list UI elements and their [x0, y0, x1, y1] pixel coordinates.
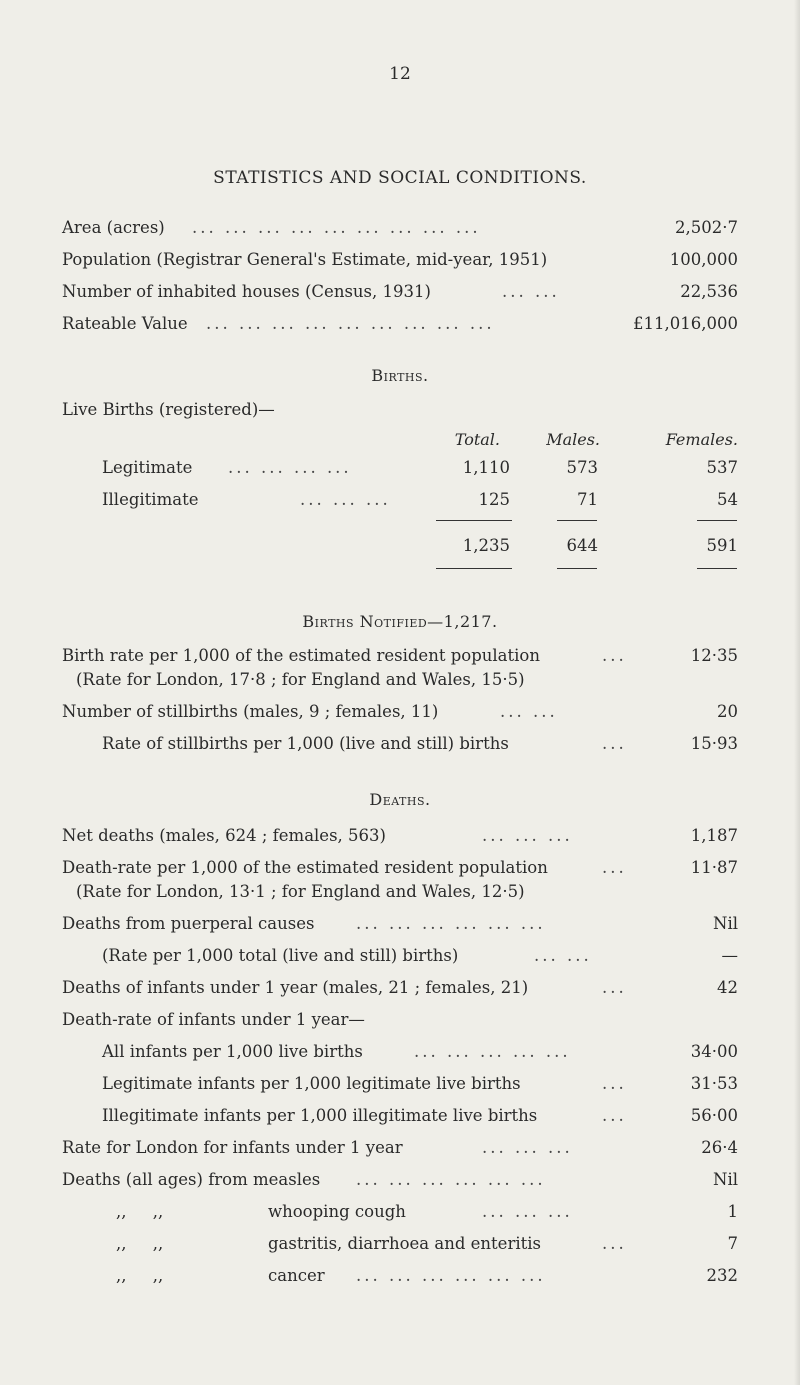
- death-value: 11·87: [690, 858, 738, 877]
- page-title: STATISTICS AND SOCIAL CONDITIONS.: [213, 168, 587, 188]
- births-heading: Births.: [371, 366, 429, 385]
- death-label: (Rate for London, 13·1 ; for England and Wales, 12·5): [76, 882, 525, 901]
- death-row: [0, 1074, 800, 1098]
- births-row-label: Legitimate: [102, 458, 193, 477]
- death-value: 42: [717, 978, 738, 997]
- ditto-marks: ,, ,,: [116, 1234, 164, 1253]
- death-value: 31·53: [690, 1074, 738, 1093]
- stat-label: Number of inhabited houses (Census, 1931): [62, 282, 431, 301]
- leader-dots: ... ...: [500, 702, 558, 721]
- stat-value: 15·93: [690, 734, 738, 753]
- death-label: Death-rate of infants under 1 year—: [62, 1010, 365, 1029]
- death-value: 1: [727, 1202, 738, 1221]
- death-row: [0, 1266, 800, 1290]
- death-row: [0, 978, 800, 1002]
- death-row: [0, 1202, 800, 1226]
- ditto-marks: ,, ,,: [116, 1202, 164, 1221]
- death-row: [0, 1138, 800, 1162]
- sum-rule: [436, 520, 512, 521]
- leader-dots: ... ... ... ... ...: [414, 1042, 571, 1061]
- death-row: [0, 882, 800, 906]
- stat-label: Rate of stillbirths per 1,000 (live and still) births: [102, 734, 509, 753]
- death-row: [0, 1042, 800, 1066]
- death-label: Legitimate infants per 1,000 legitimate live births: [102, 1074, 521, 1093]
- death-row: [0, 1170, 800, 1194]
- leader-dots: ... ... ...: [300, 490, 391, 509]
- death-row: [0, 858, 800, 882]
- leader-dots: ...: [602, 978, 627, 997]
- stat-value: 22,536: [680, 282, 738, 301]
- birth-stat-row: [0, 702, 800, 726]
- stat-row-rateable: [0, 314, 800, 338]
- stat-row-area: [0, 218, 800, 242]
- births-total-males: 644: [566, 536, 598, 555]
- leader-dots: ... ... ... ... ... ... ... ... ...: [206, 314, 495, 333]
- death-value: 34·00: [690, 1042, 738, 1061]
- death-label: All infants per 1,000 live births: [102, 1042, 363, 1061]
- births-total: 1,110: [462, 458, 510, 477]
- births-total-females: 591: [706, 536, 738, 555]
- births-males: 71: [577, 490, 598, 509]
- death-value: 26·4: [701, 1138, 738, 1157]
- leader-dots: ... ... ... ... ... ...: [356, 1266, 546, 1285]
- death-value: 232: [706, 1266, 738, 1285]
- stat-value: 12·35: [690, 646, 738, 665]
- leader-dots: ...: [602, 1106, 627, 1125]
- column-header-males: Males.: [546, 430, 600, 449]
- stat-label: Number of stillbirths (males, 9 ; females, 11): [62, 702, 439, 721]
- death-value: 56·00: [690, 1106, 738, 1125]
- death-label: (Rate per 1,000 total (live and still) births): [102, 946, 459, 965]
- death-row: [0, 946, 800, 970]
- births-males: 573: [566, 458, 598, 477]
- stat-label: Birth rate per 1,000 of the estimated resident population: [62, 646, 540, 665]
- death-label: Deaths (all ages) from measles: [62, 1170, 321, 1189]
- leader-dots: ...: [602, 1074, 627, 1093]
- column-header-females: Females.: [665, 430, 738, 449]
- total-rule: [697, 568, 737, 569]
- total-rule: [436, 568, 512, 569]
- death-label: Deaths from puerperal causes: [62, 914, 315, 933]
- leader-dots: ...: [602, 858, 627, 877]
- stat-value: £11,016,000: [633, 314, 738, 333]
- leader-dots: ... ... ...: [482, 1202, 573, 1221]
- leader-dots: ... ... ...: [482, 1138, 573, 1157]
- deaths-heading: Deaths.: [369, 790, 431, 809]
- death-label: whooping cough: [268, 1202, 406, 1221]
- births-grand-total: 1,235: [462, 536, 510, 555]
- birth-stat-row: [0, 646, 800, 670]
- stat-label: Population (Registrar General's Estimate, mid-year, 1951): [62, 250, 548, 269]
- stat-row-population: [0, 250, 800, 274]
- leader-dots: ... ... ... ... ... ...: [356, 914, 546, 933]
- leader-dots: ...: [602, 734, 627, 753]
- stat-value: 2,502·7: [675, 218, 738, 237]
- leader-dots: ...: [602, 646, 627, 665]
- leader-dots: ... ... ... ...: [228, 458, 352, 477]
- death-value: 7: [727, 1234, 738, 1253]
- births-females: 537: [706, 458, 738, 477]
- leader-dots: ... ... ... ... ... ...: [356, 1170, 546, 1189]
- death-label: gastritis, diarrhoea and enteritis: [268, 1234, 541, 1253]
- leader-dots: ... ...: [534, 946, 592, 965]
- death-label: Deaths of infants under 1 year (males, 21 ; females, 21): [62, 978, 529, 997]
- stat-label: (Rate for London, 17·8 ; for England and Wales, 15·5): [76, 670, 525, 689]
- death-row: [0, 1106, 800, 1130]
- stat-value: 100,000: [669, 250, 738, 269]
- birth-stat-row: [0, 734, 800, 758]
- births-row-label: Illegitimate: [102, 490, 199, 509]
- births-intro: Live Births (registered)—: [62, 400, 275, 419]
- total-rule: [557, 568, 597, 569]
- death-row: [0, 1010, 800, 1034]
- leader-dots: ... ...: [502, 282, 560, 301]
- page-number: 12: [389, 64, 411, 84]
- births-row-total: [0, 536, 800, 560]
- death-value: 1,187: [690, 826, 738, 845]
- birth-stat-row: [0, 670, 800, 694]
- stat-value: 20: [717, 702, 738, 721]
- births-females: 54: [717, 490, 738, 509]
- death-row: [0, 826, 800, 850]
- death-label: Illegitimate infants per 1,000 illegitimate live births: [102, 1106, 538, 1125]
- sum-rule: [557, 520, 597, 521]
- leader-dots: ... ... ... ... ... ... ... ... ...: [192, 218, 481, 237]
- ditto-marks: ,, ,,: [116, 1266, 164, 1285]
- death-row: [0, 914, 800, 938]
- births-notified: Births Notified—1,217.: [302, 612, 498, 631]
- leader-dots: ... ... ...: [482, 826, 573, 845]
- stat-label: Area (acres): [62, 218, 165, 237]
- stat-row-houses: [0, 282, 800, 306]
- death-value: Nil: [713, 914, 738, 933]
- death-label: Net deaths (males, 624 ; females, 563): [62, 826, 386, 845]
- death-value: —: [721, 946, 738, 965]
- births-total: 125: [478, 490, 510, 509]
- death-label: Death-rate per 1,000 of the estimated resident population: [62, 858, 548, 877]
- death-value: Nil: [713, 1170, 738, 1189]
- births-row-legitimate: [0, 458, 800, 482]
- death-label: Rate for London for infants under 1 year: [62, 1138, 403, 1157]
- stat-label: Rateable Value: [62, 314, 188, 333]
- births-row-illegitimate: [0, 490, 800, 514]
- column-header-total: Total.: [454, 430, 500, 449]
- death-row: [0, 1234, 800, 1258]
- leader-dots: ...: [602, 1234, 627, 1253]
- death-label: cancer: [268, 1266, 325, 1285]
- sum-rule: [697, 520, 737, 521]
